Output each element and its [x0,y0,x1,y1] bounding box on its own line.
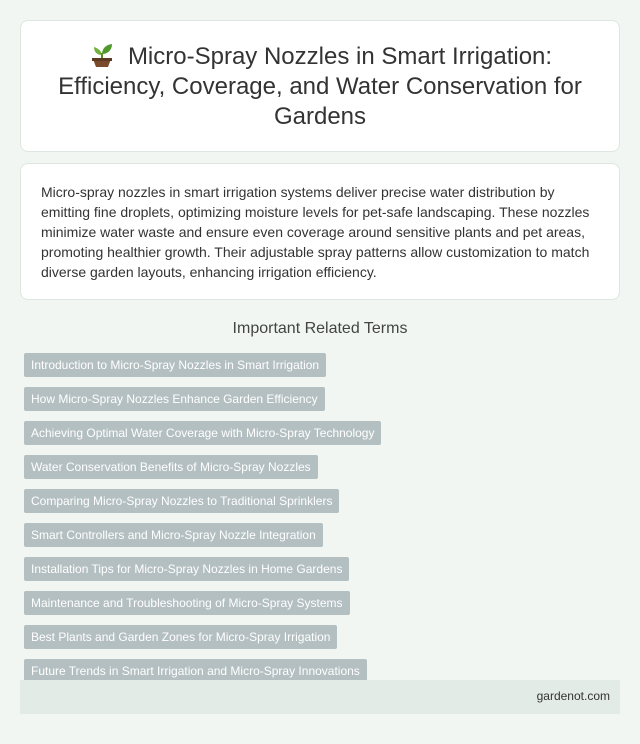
sprout-icon [88,41,116,67]
footer-site-link[interactable]: gardenot.com [536,689,610,703]
related-term-link[interactable]: Installation Tips for Micro-Spray Nozzles in Home Gardens [24,557,349,581]
footer [20,680,620,714]
page-title [45,41,595,132]
related-term-link[interactable]: Best Plants and Garden Zones for Micro-Spray Irrigation [24,625,337,649]
related-term-link[interactable]: Achieving Optimal Water Coverage with Micro-Spray Technology [24,421,381,445]
related-term-link[interactable]: Comparing Micro-Spray Nozzles to Traditional Sprinklers [24,489,339,513]
related-term-link[interactable]: Maintenance and Troubleshooting of Micro-Spray Systems [24,591,350,615]
related-term-link[interactable]: Future Trends in Smart Irrigation and Micro-Spray Innovations [24,659,367,683]
related-terms-heading: Important Related Terms [232,320,408,337]
related-terms-list [24,353,616,693]
related-term-link[interactable]: Water Conservation Benefits of Micro-Spray Nozzles [24,455,318,479]
title-card [20,20,620,152]
related-term-link[interactable]: How Micro-Spray Nozzles Enhance Garden Efficiency [24,387,325,411]
related-term-link[interactable]: Introduction to Micro-Spray Nozzles in Smart Irrigation [24,353,326,377]
description-text: Micro-spray nozzles in smart irrigation systems deliver precise water distribution by emitting fine droplets, optimizing moisture levels for pet-safe landscaping. These nozzles minimize water waste and ensure even coverage around sensitive plants and pet areas, promoting healthier growth. Their adjustable spray patterns allow customization to match diverse garden layouts, enhancing irrigation efficiency. [41,184,590,280]
description-card [20,163,620,300]
related-term-link[interactable]: Smart Controllers and Micro-Spray Nozzle Integration [24,523,323,547]
page-title-text: Micro-Spray Nozzles in Smart Irrigation: Efficiency, Coverage, and Water Conservation for Gardens [58,43,582,130]
